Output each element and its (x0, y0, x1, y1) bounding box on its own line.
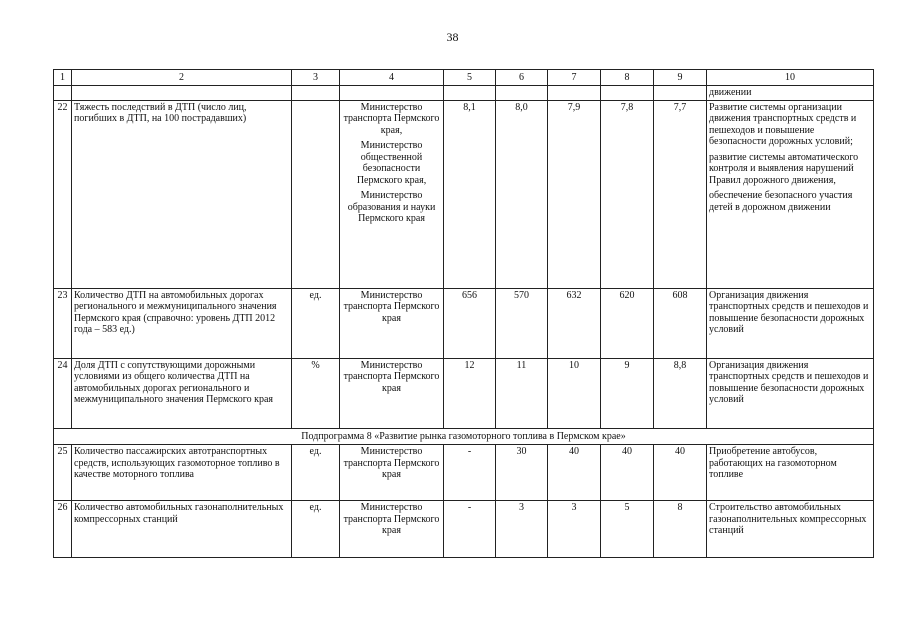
indicator-name: Доля ДТП с сопутствующими дорожными условиями из общего количества ДТП на автомобильных дорогах регионального и межмуниципального значения Пермского края (72, 358, 292, 428)
measure-item: Развитие системы организации движения транспортных средств и пешеходов и повышение безопасности дорожных условий; (709, 101, 857, 147)
table-row (54, 445, 874, 501)
value-col8: 620 (601, 288, 654, 358)
value-col9: 40 (654, 445, 707, 501)
header-cell: 9 (654, 70, 707, 86)
executor (340, 445, 444, 501)
executor-item: Министерство транспорта Пермского края (343, 289, 440, 324)
measure-item: развитие системы автоматического контроля и выявления нарушений Правил дорожного движения, (709, 151, 859, 186)
value-col8: 9 (601, 358, 654, 428)
executor-item: Министерство транспорта Пермского края, (343, 101, 440, 136)
header-cell: 7 (548, 70, 601, 86)
value-col9: 7,7 (654, 100, 707, 288)
header-cell: 1 (54, 70, 72, 86)
header-cell: 10 (707, 70, 874, 86)
value-col7: 10 (548, 358, 601, 428)
header-cell: 3 (292, 70, 340, 86)
unit: % (292, 358, 340, 428)
measures (707, 100, 874, 288)
indicator-name: Количество автомобильных газонаполнительных компрессорных станций (72, 501, 292, 558)
value-col5: - (444, 501, 496, 558)
table-row (54, 501, 874, 558)
row-number: 23 (54, 288, 72, 358)
value-col8: 5 (601, 501, 654, 558)
measure-item: Строительство автомобильных газонаполнительных компрессорных станций (709, 502, 867, 536)
executor (340, 501, 444, 558)
executor-item: Министерство общественной безопасности Пермского края, (356, 140, 427, 186)
unit: ед. (292, 501, 340, 558)
measure-item: Приобретение автобусов, работающих на газомоторном топливе (709, 446, 837, 480)
row-number: 22 (54, 100, 72, 288)
subprogram-title: Подпрограмма 8 «Развитие рынка газомоторного топлива в Пермском крае» (54, 428, 874, 445)
header-cell: 2 (72, 70, 292, 86)
executor (340, 288, 444, 358)
header-cell: 4 (340, 70, 444, 86)
table-row (54, 100, 874, 288)
executor-item: Министерство транспорта Пермского края (343, 446, 440, 480)
value-col7: 7,9 (548, 100, 601, 288)
unit: ед. (292, 445, 340, 501)
row-number: 26 (54, 501, 72, 558)
continuation-text: движении (707, 86, 874, 101)
executor (340, 358, 444, 428)
value-col7: 40 (548, 445, 601, 501)
table-row (54, 358, 874, 428)
subprogram-row (54, 428, 874, 445)
executor-item: Министерство транспорта Пермского края (343, 359, 440, 394)
value-col6: 11 (496, 358, 548, 428)
unit: ед. (292, 288, 340, 358)
value-col8: 7,8 (601, 100, 654, 288)
indicators-table (53, 69, 874, 558)
indicator-name: Тяжесть последствий в ДТП (число лиц, погибших в ДТП, на 100 пострадавших) (72, 100, 292, 288)
value-col6: 30 (496, 445, 548, 501)
measure-item: Организация движения транспортных средств и пешеходов и повышение безопасности дорожных условий (709, 289, 869, 335)
page-number: 38 (446, 30, 459, 44)
value-col5: 8,1 (444, 100, 496, 288)
executor-item: Министерство образования и науки Пермского края (347, 190, 436, 224)
value-col6: 8,0 (496, 100, 548, 288)
header-cell: 5 (444, 70, 496, 86)
measure-item: обеспечение безопасного участия детей в дорожном движении (709, 190, 853, 213)
header-cell: 6 (496, 70, 548, 86)
unit (292, 100, 340, 288)
continuation-row (54, 86, 874, 101)
value-col5: 12 (444, 358, 496, 428)
executor (340, 100, 444, 288)
indicator-name: Количество пассажирских автотранспортных средств, использующих газомоторное топливо в качестве моторного топлива (72, 445, 292, 501)
value-col8: 40 (601, 445, 654, 501)
value-col7: 3 (548, 501, 601, 558)
table-row (54, 288, 874, 358)
value-col6: 3 (496, 501, 548, 558)
measure-item: Организация движения транспортных средств и пешеходов и повышение безопасности дорожных условий (709, 359, 869, 405)
row-number: 24 (54, 358, 72, 428)
row-number: 25 (54, 445, 72, 501)
value-col9: 8 (654, 501, 707, 558)
indicator-name: Количество ДТП на автомобильных дорогах регионального и межмуниципального значения Пермского края (справочно: уровень ДТП 2012 года – 583 ед.) (72, 288, 292, 358)
measures (707, 445, 874, 501)
measures (707, 501, 874, 558)
value-col9: 608 (654, 288, 707, 358)
value-col9: 8,8 (654, 358, 707, 428)
value-col5: - (444, 445, 496, 501)
measures (707, 358, 874, 428)
value-col7: 632 (548, 288, 601, 358)
measures (707, 288, 874, 358)
value-col5: 656 (444, 288, 496, 358)
value-col6: 570 (496, 288, 548, 358)
executor-item: Министерство транспорта Пермского края (343, 502, 440, 536)
header-cell: 8 (601, 70, 654, 86)
table-header-row (54, 70, 874, 86)
